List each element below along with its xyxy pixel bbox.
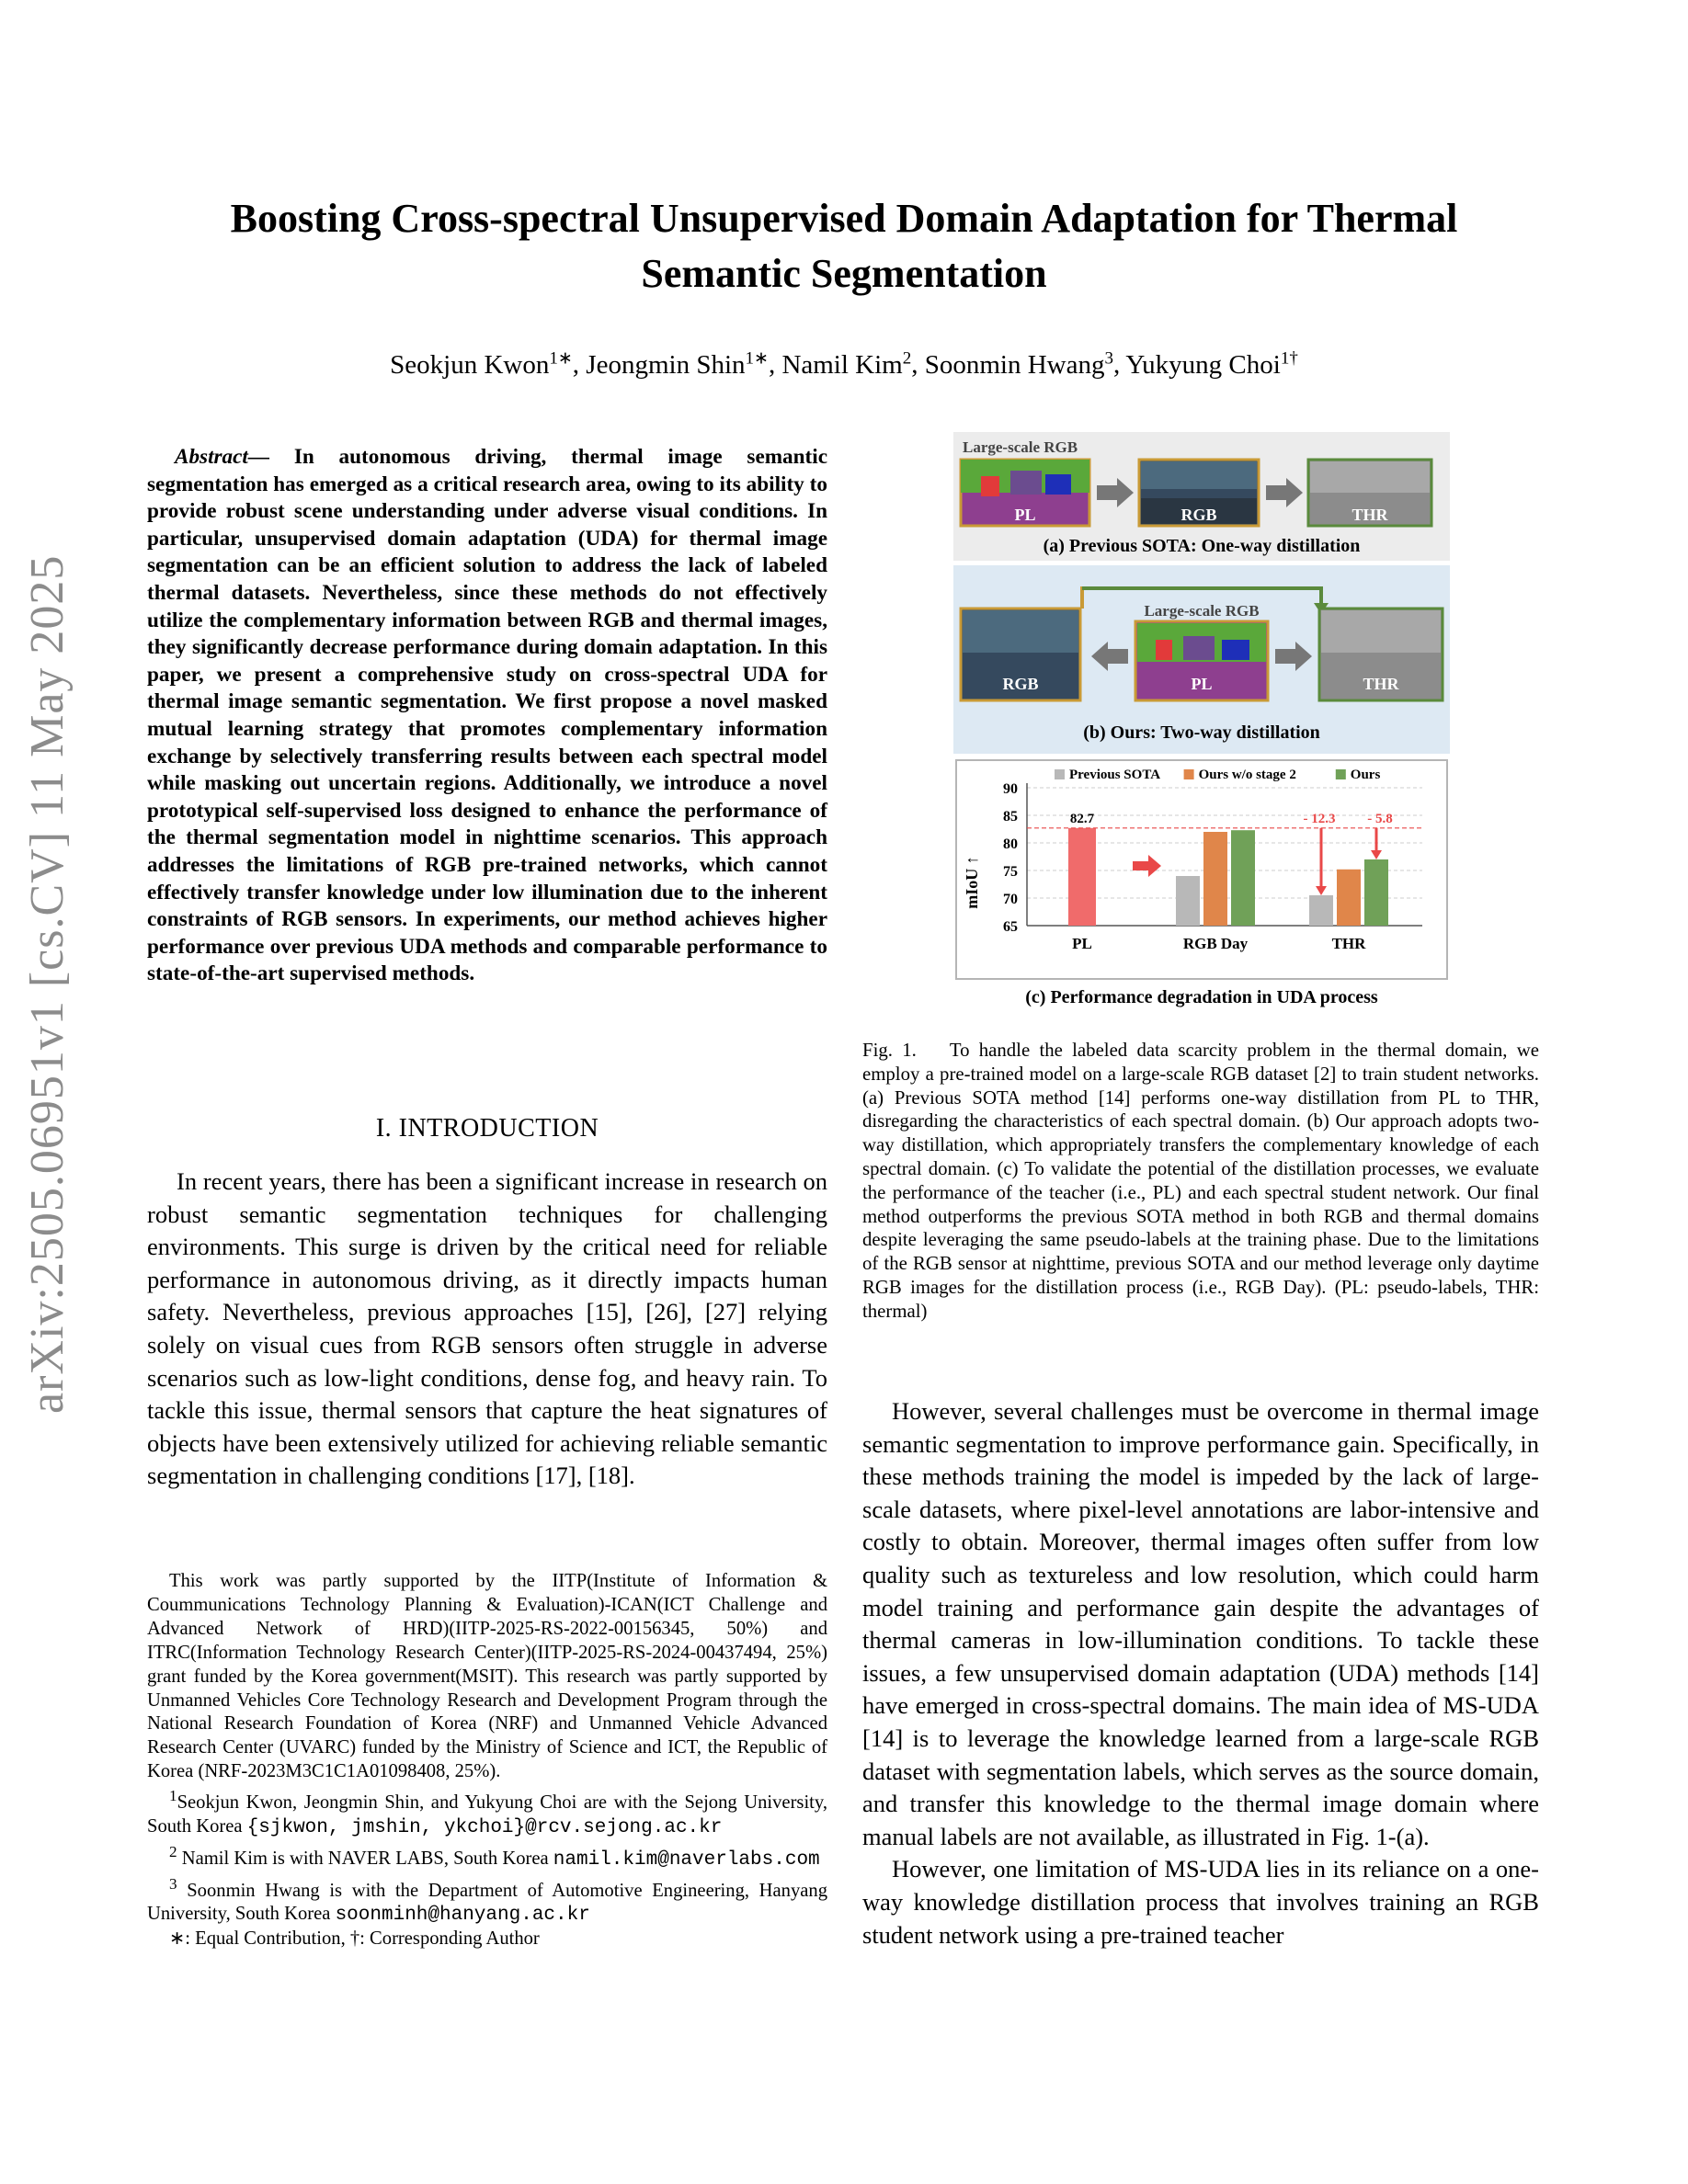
figure-1 (953, 432, 1450, 984)
right-paragraph-2: However, one limitation of MS-UDA lies in its reliance on a one-way knowledge distillation process that involves training an RGB student network using a pre-trained teacher (862, 1855, 1539, 1949)
panel-b-thr-tile (1319, 609, 1443, 700)
paper-title (138, 191, 1550, 301)
bar-previous-sota (1176, 876, 1200, 926)
panel-c-title: (c) Performance degradation in UDA process (1025, 987, 1378, 1007)
figure-1-caption (862, 1039, 1539, 1324)
bar-ours (1364, 859, 1388, 926)
y-tick-label: 80 (1003, 836, 1018, 852)
legend-label: Ours (1350, 768, 1381, 782)
footnotes (147, 1570, 827, 1951)
footnote-email-3: soonminh@hanyang.ac.kr (335, 1905, 590, 1927)
right-column-body (862, 1395, 1539, 1951)
panel-c (953, 758, 1450, 984)
panel-a (953, 432, 1450, 561)
bar-ours (1231, 830, 1255, 926)
arxiv-identifier: arXiv:2505.06951v1 [cs.CV] 11 May 2025 (21, 554, 74, 1414)
author-5: Yukyung Choi$^{1\dagger}$ (1125, 348, 1298, 380)
panel-a-rgb-tile (1139, 460, 1259, 526)
author-1: Seokjun Kwon$^{1∗}$ (390, 348, 573, 380)
footnote-funding: This work was partly supported by the IITP(Institute of Information & Coummunications Technology Planning & Evaluation)-ICAN(ICT Challenge and Advanced Network of HRD)(IITP-2025-RS-2022-00156345, 50%) and ITRC(Information Technology Research Center)(IITP-2025-RS-2024-00437494, 25%) grant funded by the Korea government(MSIT). This research was partly supported by Unmanned Vehicles Core Technology Research and Development Program through the National Research Foundation of Korea (NRF) and Unmanned Vehicle Advanced Research Center (UVARC) funded by the Ministry of Science and ICT, the Republic of Korea (NRF-2023M3C1C1A01098408, 25%). (147, 1571, 827, 1782)
bar-ours-w-o-stage-2 (1203, 832, 1227, 926)
panel-a-pl-tile (961, 460, 1089, 526)
legend-swatch (1055, 769, 1065, 779)
x-tick-label: RGB Day (1182, 935, 1249, 952)
caption-label: Fig. 1. (862, 1040, 917, 1061)
caption-text: To handle the labeled data scarcity problem in the thermal domain, we employ a pre-trained model on a large-scale RGB dataset [2] to train student networks. (a) Previous SOTA method [14] performs one-way distillation from PL to THR, disregarding the characteristics of each spectral domain. (b) Our approach adopts two-way distillation, which appropriately transfers the complementary knowledge of each spectral domain. (c) To validate the potential of the distillation processes, we evaluate the performance of the teacher (i.e., PL) and each spectral student network. Our final method outperforms the previous SOTA method in both RGB and thermal domains despite leveraging the same pseudo-labels at the training phase. Due to the limitations of the RGB sensor at nighttime, previous SOTA and our method leverage only daytime RGB images for the distillation process (i.e., RGB Day). (PL: pseudo-labels, THR: thermal) (862, 1040, 1539, 1322)
legend-label: Previous SOTA (1069, 768, 1161, 782)
panel-b-tile-label-pl: PL (1191, 675, 1213, 693)
panel-a-thr-tile (1308, 460, 1431, 526)
legend-swatch (1184, 769, 1194, 779)
panel-b-rgb-tile (961, 609, 1080, 700)
legend-swatch (1336, 769, 1346, 779)
bar-pl (1068, 828, 1096, 926)
panel-b (953, 565, 1450, 754)
section-heading-introduction: I. INTRODUCTION (375, 1114, 599, 1143)
panel-a-source-label: Large-scale RGB (963, 438, 1078, 456)
panel-b-tile-label-rgb: RGB (1002, 675, 1039, 693)
panel-b-pl-tile (1135, 621, 1268, 700)
bar-ours-w-o-stage-2 (1337, 870, 1361, 926)
panel-a-title: (a) Previous SOTA: One-way distillation (1043, 536, 1361, 556)
author-list: Seokjun Kwon$^{1∗}$, Jeongmin Shin$^{1∗}$, Namil Kim$^2$, Soonmin Hwang$^3$, Yukyung Choi$^{1\dagger}$ (390, 348, 1298, 380)
author-4: Soonmin Hwang$^3$ (924, 348, 1113, 380)
panel-b-tile-label-thr: THR (1363, 675, 1399, 693)
footnote-affiliation-2: $^2$ Namil Kim is with NAVER LABS, South Korea namil.kim@naverlabs.com (169, 1842, 820, 1871)
footnote-equal-contribution: ∗: Equal Contribution, †: Corresponding Author (169, 1928, 540, 1950)
footnote-affiliation-1: $^1$Seokjun Kwon, Jeongmin Shin, and Yukyung Choi are with the Sejong University, South Korea {sjkwon, jmshin, ykchoi}@rcv.sejong.ac.kr (147, 1787, 827, 1838)
panel-a-tile-label-rgb: RGB (1180, 506, 1217, 524)
footnote-email-1: {sjkwon, jmshin, ykchoi}@rcv.sejong.ac.kr (246, 1816, 723, 1838)
panel-b-title: (b) Ours: Two-way distillation (1083, 722, 1320, 743)
abstract (147, 444, 827, 988)
x-tick-label: PL (1072, 935, 1092, 952)
title-line-1: Boosting Cross-spectral Unsupervised Domain Adaptation for Thermal (230, 196, 1458, 241)
data-label-pl: 82.7 (1069, 811, 1095, 826)
panel-a-tile-label-thr: THR (1352, 506, 1388, 524)
footnote-email-2: namil.kim@naverlabs.com (553, 1848, 820, 1871)
right-paragraph-1: However, several challenges must be overcome in thermal image semantic segmentation to improve performance gain. Specifically, in these methods training the model is impeded by the lack of large-scale datasets, where pixel-level annotations are labor-intensive and costly to obtain. Moreover, thermal images often suffer from low quality such as textureless and low resolution, which could harm model training and performance gain despite the advantages of thermal cameras in low-illumination conditions. To tackle these issues, a few unsupervised domain adaptation (UDA) methods [14] have emerged in cross-spectral domains. The main idea of MS-UDA [14] is to leverage the knowledge learned from a large-scale RGB dataset with segmentation labels, which serves as the source domain, and transfer this knowledge to the thermal image domain where manual labels are not available, as illustrated in Fig. 1-(a). (862, 1397, 1539, 1850)
bar-previous-sota (1309, 895, 1333, 926)
y-tick-label: 75 (1003, 864, 1018, 880)
data-label-ours-drop: - 5.8 (1367, 811, 1393, 826)
abstract-lead: Abstract— (175, 445, 270, 469)
x-tick-label: THR (1331, 935, 1366, 952)
y-tick-label: 70 (1003, 892, 1018, 907)
author-2: Jeongmin Shin$^{1∗}$ (586, 348, 769, 380)
data-label-sota-drop: - 12.3 (1303, 811, 1336, 826)
abstract-text: In autonomous driving, thermal image semantic segmentation has emerged as a critical research area, owing to its ability to provide robust scene understanding under adverse visual conditions. In particular, unsupervised domain adaptation (UDA) for thermal image segmentation can be an efficient solution to address the lack of labeled thermal datasets. Nevertheless, since these methods do not effectively utilize the complementary information between RGB and thermal images, they significantly decrease performance during domain adaptation. In this paper, we present a comprehensive study on cross-spectral UDA for thermal image semantic segmentation. We first propose a novel masked mutual learning strategy that promotes complementary information exchange by selectively transferring results between each spectral model while masking out uncertain regions. Additionally, we introduce a novel prototypical self-supervised loss designed to enhance the performance of the thermal segmentation model in nighttime scenarios. This approach addresses the limitations of RGB pre-trained networks, which cannot effectively transfer knowledge under low illumination due to the inherent constraints of RGB sensors. In experiments, our method achieves higher performance over previous UDA methods and comparable performance to state-of-the-art supervised methods. (147, 445, 828, 986)
intro-paragraph-1: In recent years, there has been a significant increase in research on robust semantic segmentation techniques for challenging environments. This surge is driven by the critical need for reliable performance in autonomous driving, as it directly impacts human safety. Nevertheless, previous approaches [15], [26], [27] relying solely on visual cues from RGB sensors often struggle in adverse scenarios such as low-light conditions, dense fog, and heavy rain. To tackle this issue, thermal sensors that capture the heat signatures of objects have been extensively utilized for achieving reliable semantic segmentation in challenging conditions [17], [18]. (147, 1167, 827, 1490)
footnote-affiliation-3: $^3$ Soonmin Hwang is with the Department of Automotive Engineering, Hanyang University, South Korea soonminh@hanyang.ac.kr (147, 1874, 827, 1927)
y-tick-label: 90 (1003, 781, 1018, 797)
y-axis-label: mIoU ↑ (963, 856, 981, 909)
intro-body (147, 1166, 827, 1493)
author-3: Namil Kim$^2$ (781, 348, 912, 380)
title-line-2: Semantic Segmentation (641, 251, 1047, 296)
y-tick-label: 65 (1003, 919, 1018, 935)
panel-a-tile-label-pl: PL (1014, 506, 1036, 524)
panel-b-source-label: Large-scale RGB (1144, 602, 1260, 620)
legend-label: Ours w/o stage 2 (1198, 768, 1296, 782)
y-tick-label: 85 (1003, 809, 1018, 825)
